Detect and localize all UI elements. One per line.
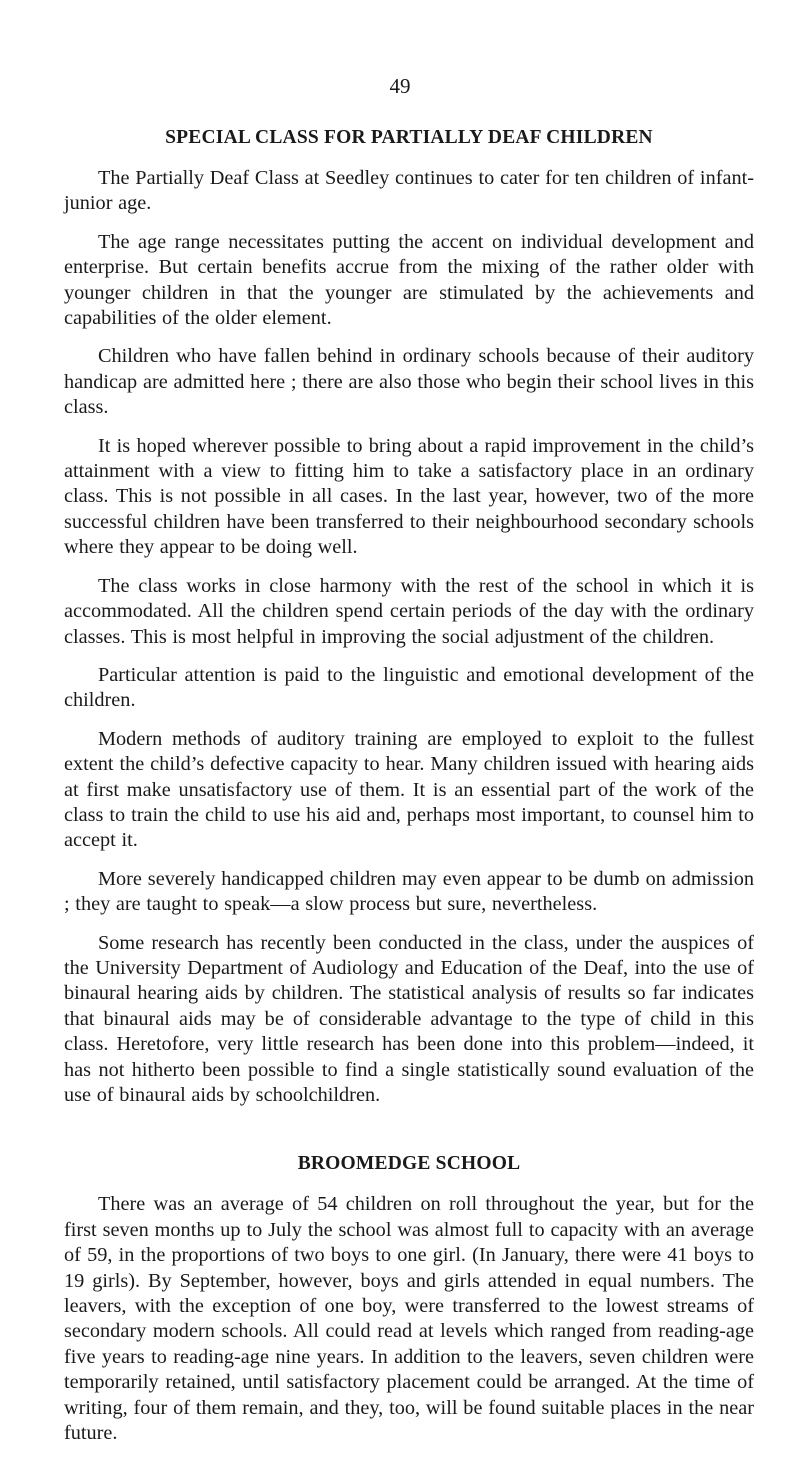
section-heading-broomedge: BROOMEDGE SCHOOL	[297, 1153, 521, 1175]
paragraph: The age range necessitates putting the accent on individual development and enterprise. But certain benefits accrue from the mixing of the rather older with younger children in that the younger are stimulated by the achievements and capabilities of the older element.	[64, 230, 754, 330]
paragraph: Particular attention is paid to the linguistic and emotional development of the children.	[64, 663, 754, 712]
document-body	[64, 124, 754, 1459]
paragraph: Some research has recently been conducted in the class, under the auspices of the University Department of Audiology and Education of the Deaf, into the use of binaural hearing aids by children. The statistical analysis of results so far indicates that binaural aids may be of considerable advantage to the type of child in this class. Heretofore, very little research has been done into this problem—indeed, it has not hitherto been possible to find a single statistically sound evaluation of the use of binaural aids by schoolchildren.	[64, 931, 754, 1106]
paragraph: Modern methods of auditory training are employed to exploit to the fullest extent the child’s defective capacity to hear. Many children issued with hearing aids at first make unsatisfactory use of them. It is an essential part of the work of the class to train the child to use his aid and, perhaps most important, to counsel him to accept it.	[64, 727, 754, 852]
paragraph: The class works in close harmony with the rest of the school in which it is accommodated. All the children spend certain periods of the day with the ordinary classes. This is most helpful in improving the social adjustment of the children.	[64, 574, 754, 648]
section-heading-partially-deaf: SPECIAL CLASS FOR PARTIALLY DEAF CHILDREN	[165, 127, 653, 148]
paragraph: The Partially Deaf Class at Seedley continues to cater for ten children of infant-junior age.	[64, 167, 754, 215]
paragraph: Children who have fallen behind in ordinary schools because of their auditory handicap are admitted here ; there are also those who begin their school lives in this class.	[64, 345, 754, 419]
paragraph: There was an average of 54 children on roll throughout the year, but for the first seven months up to July the school was almost full to capacity with an average of 59, in the proportions of two boys to one girl. (In January, there were 41 boys to 19 girls). By September, however, boys and girls attended in equal numbers. The leavers, with the exception of one boy, were transferred to the lowest streams of secondary modern schools. All could read at levels which ranged from reading-age five years to reading-age nine years. In addition to the leavers, seven children were temporarily retained, until satisfactory placement could be arranged. At the time of writing, four of them remain, and they, too, will be found suitable places in the near future.	[64, 1193, 754, 1445]
paragraph: More severely handicapped children may even appear to be dumb on admission ; they are taught to speak—a slow process but sure, nevertheless.	[64, 867, 754, 916]
page-number: 49	[389, 74, 411, 98]
paragraph: It is hoped wherever possible to bring about a rapid improvement in the child’s attainment with a view to fitting him to take a satisfactory place in an ordinary class. This is not possible in all cases. In the last year, however, two of the more successful children have been transferred to their neighbourhood secondary schools where they appear to be doing well.	[64, 434, 754, 559]
